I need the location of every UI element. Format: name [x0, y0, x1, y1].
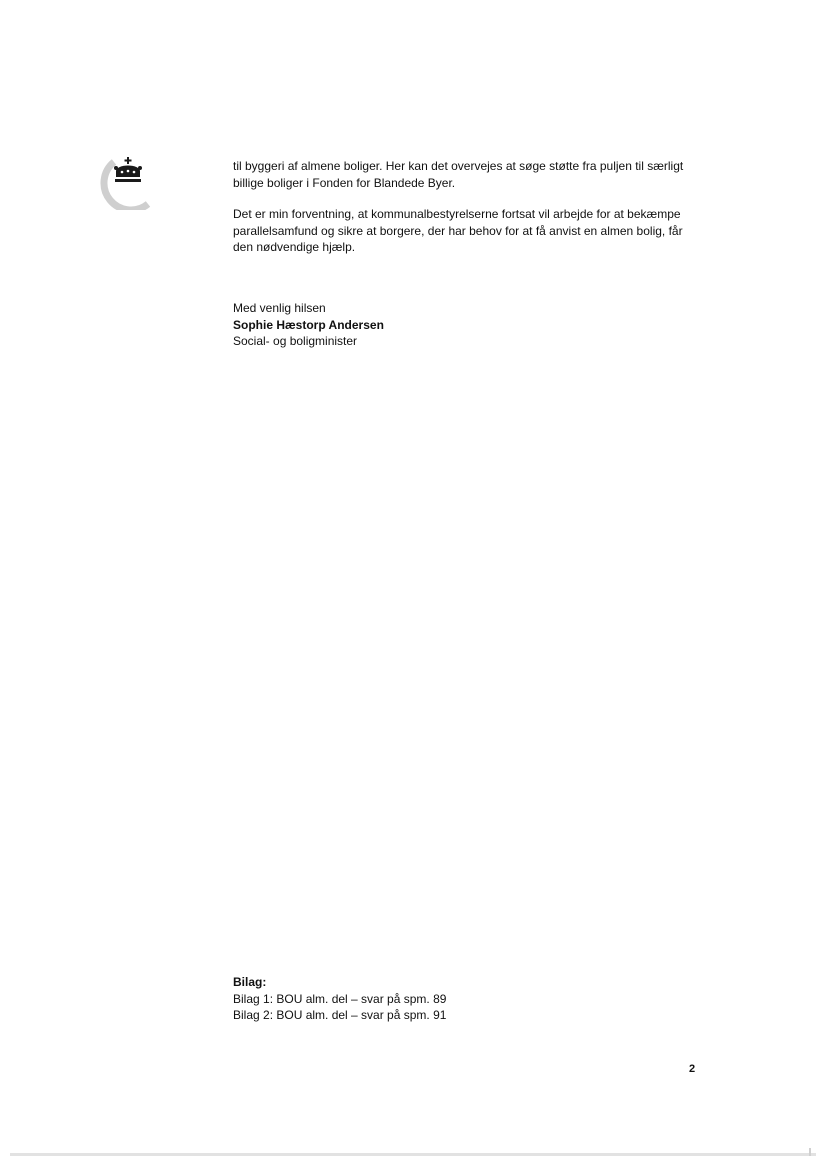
page-number: 2 — [689, 1063, 696, 1075]
scan-edge-line — [10, 1153, 816, 1156]
attachments-heading: Bilag: — [233, 975, 267, 989]
crown-emblem-icon — [100, 154, 154, 210]
paragraph-text: Det er min forventning, at kommunalbestyrelserne fortsat vil arbejde for at bekæmpe parallelsamfund og sikre at borgere, der har behov for at få anvist en almen bolig, får den nødvendige hjælp. — [233, 207, 683, 254]
body-paragraph-1 — [233, 158, 703, 191]
attachment-item: Bilag 2: BOU alm. del – svar på spm. 91 — [233, 1008, 447, 1022]
attachment-item: Bilag 1: BOU alm. del – svar på spm. 89 — [233, 991, 447, 1006]
signatory-title: Social- og boligminister — [233, 334, 358, 348]
paragraph-text: til byggeri af almene boliger. Her kan det overvejes at søge støtte fra puljen til særligt billige boliger i Fonden for Blandede Byer. — [233, 159, 684, 190]
scan-edge-mark — [809, 1148, 811, 1156]
greeting: Med venlig hilsen — [233, 301, 326, 315]
attachments-section — [233, 974, 703, 1024]
signature-block — [233, 300, 703, 350]
body-paragraph-2 — [233, 206, 703, 256]
signatory-name: Sophie Hæstorp Andersen — [233, 317, 384, 332]
